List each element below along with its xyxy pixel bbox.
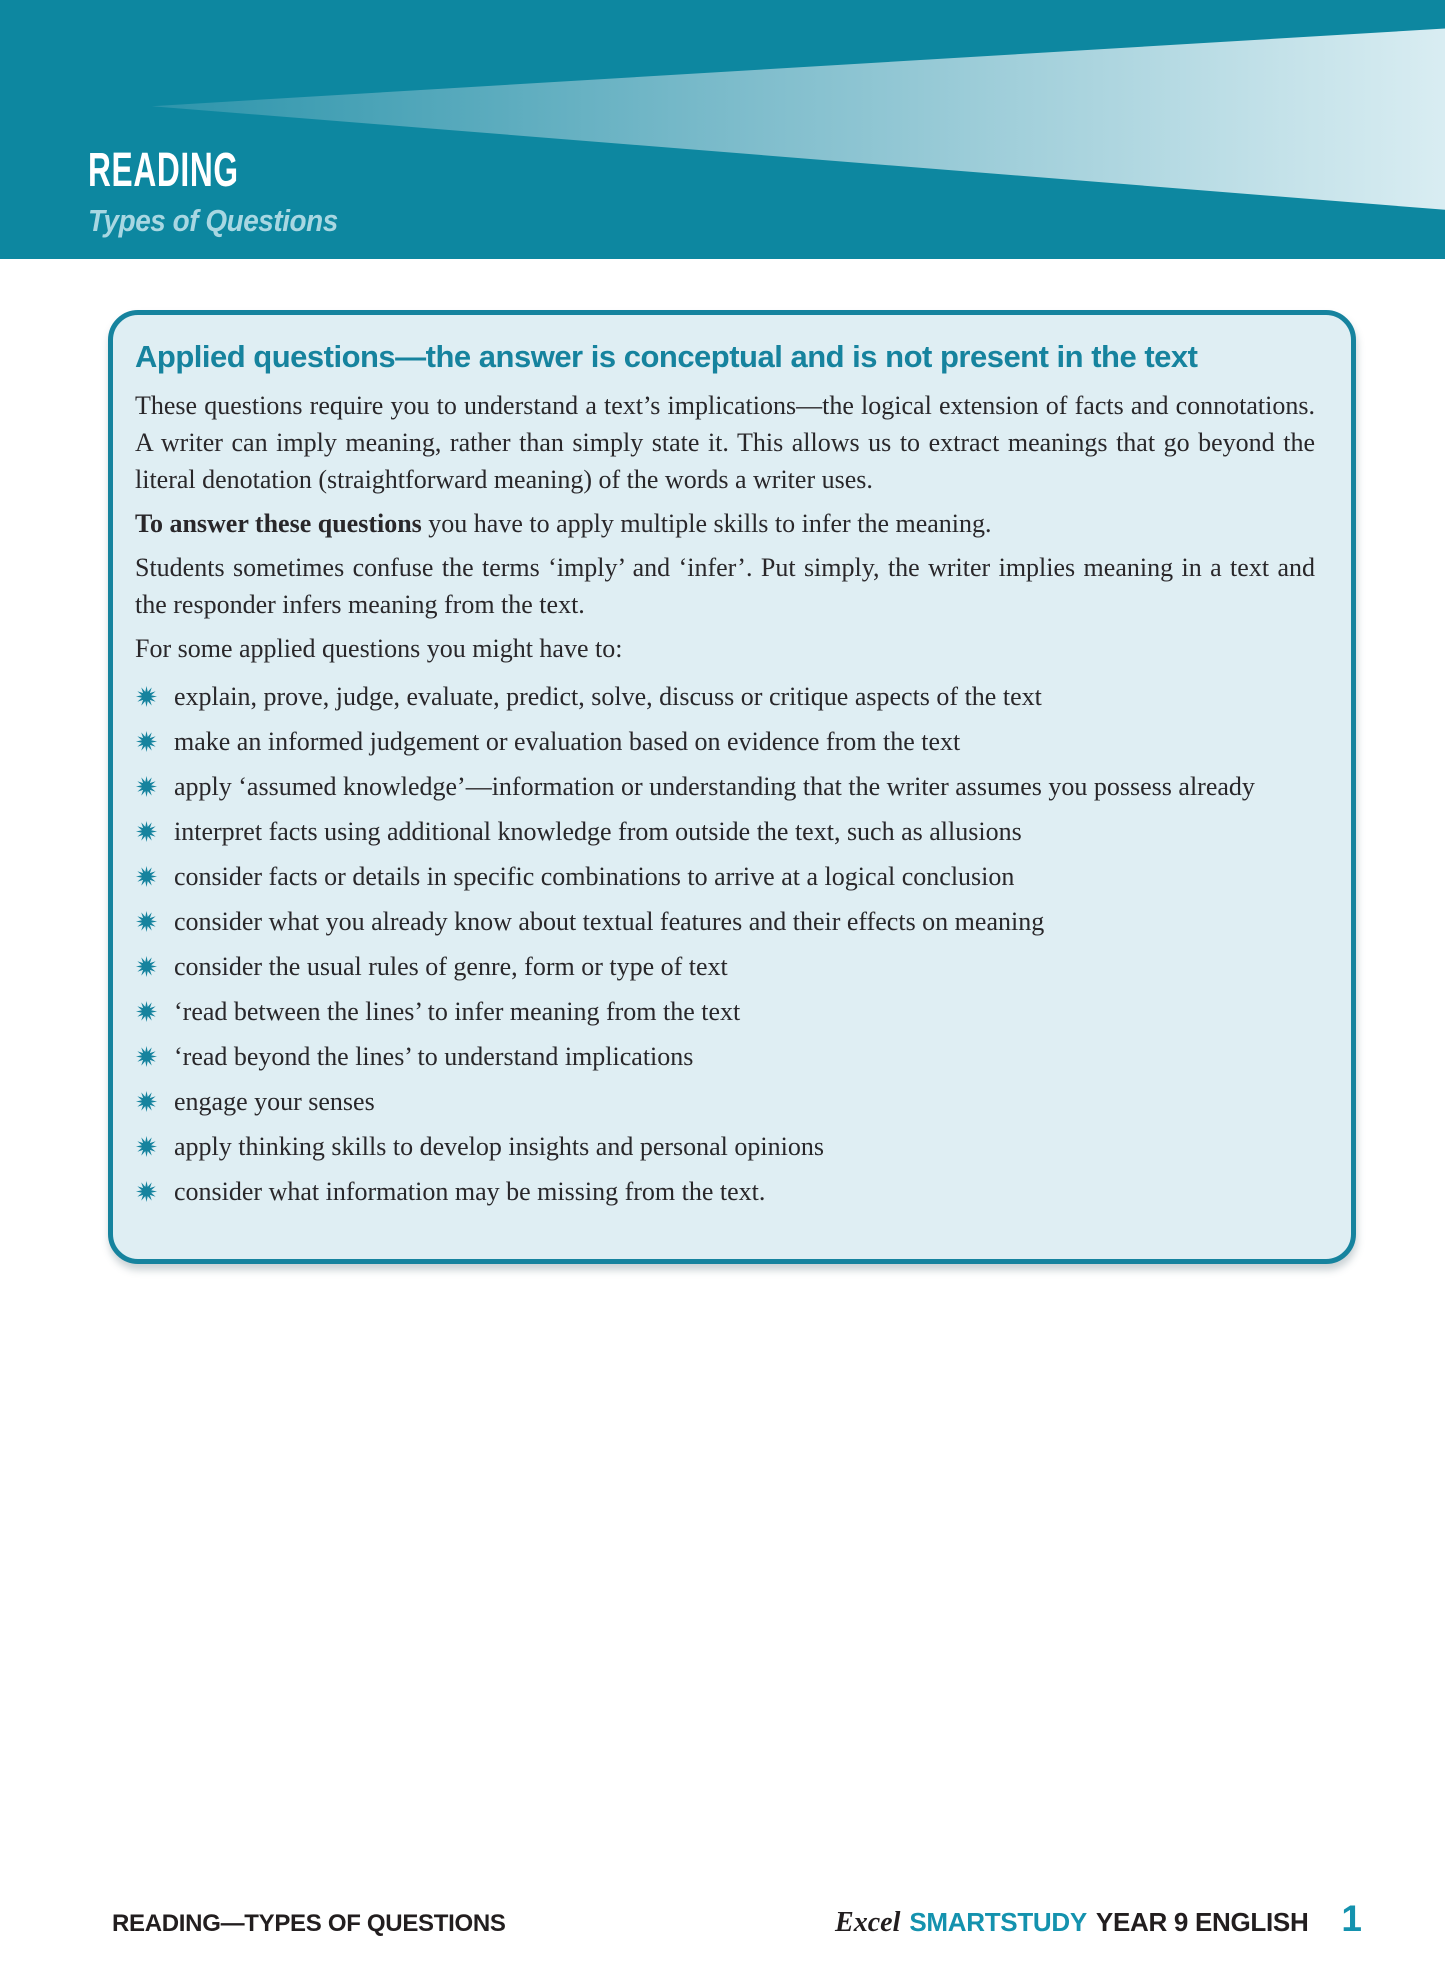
bullet-item [135, 1039, 1315, 1075]
bullet-list [135, 679, 1315, 1210]
bullet-item [135, 1129, 1315, 1165]
bullet-text: consider what information may be missing from the text. [174, 1176, 766, 1206]
star-burst-icon [135, 955, 158, 978]
bullet-text: explain, prove, judge, evaluate, predict, solve, discuss or critique aspects of the text [174, 681, 1042, 711]
page-header [0, 0, 1445, 259]
paragraph-text: you have to apply multiple skills to infer the meaning. [421, 508, 992, 538]
paragraph-text: Students sometimes confuse the terms ‘imply’ and ‘infer’. Put simply, the writer implies meaning in a text and the responder infers meaning from the text. [135, 552, 1315, 619]
bullet-text: engage your senses [174, 1086, 375, 1116]
bullet-text: consider the usual rules of genre, form or type of text [174, 951, 728, 981]
box-paragraphs [135, 387, 1315, 667]
bullet-item [135, 994, 1315, 1030]
star-burst-icon [135, 1045, 158, 1068]
star-burst-icon [135, 865, 158, 888]
bullet-item [135, 1174, 1315, 1210]
paragraph-bold-lead: To answer these questions [135, 508, 422, 538]
box-paragraph [135, 505, 1315, 542]
bullet-item [135, 724, 1315, 760]
bullet-text: ‘read beyond the lines’ to understand implications [174, 1041, 694, 1071]
brand-smartstudy: SMARTSTUDY [909, 1907, 1087, 1937]
bullet-text: make an informed judgement or evaluation based on evidence from the text [174, 726, 961, 756]
bullet-item [135, 949, 1315, 985]
star-burst-icon [135, 1000, 158, 1023]
page-number: 1 [1341, 1898, 1362, 1939]
paragraph-text: For some applied questions you might have to: [135, 633, 623, 663]
star-burst-icon [135, 910, 158, 933]
bullet-item [135, 1084, 1315, 1120]
bullet-item [135, 769, 1315, 805]
star-burst-icon [135, 775, 158, 798]
star-burst-icon [135, 820, 158, 843]
page-footer [112, 1898, 1362, 1940]
bullet-text: ‘read between the lines’ to infer meaning from the text [174, 996, 741, 1026]
page-title: READING [88, 144, 239, 197]
bullet-item [135, 859, 1315, 895]
star-burst-icon [135, 1180, 158, 1203]
box-paragraph [135, 549, 1315, 623]
bullet-item [135, 679, 1315, 715]
bullet-text: interpret facts using additional knowledge from outside the text, such as allusions [174, 816, 1022, 846]
star-burst-icon [135, 1135, 158, 1158]
bullet-text: consider facts or details in specific combinations to arrive at a logical conclusion [174, 861, 1015, 891]
brand-excel: Excel [835, 1907, 901, 1938]
bullet-text: consider what you already know about textual features and their effects on meaning [174, 906, 1045, 936]
applied-questions-box [108, 310, 1356, 1264]
box-paragraph [135, 387, 1315, 498]
box-heading: Applied questions—the answer is conceptual and is not present in the text [135, 339, 1198, 374]
paragraph-text: These questions require you to understand a text’s implications—the logical extension of facts and connotations. A writer can imply meaning, rather than simply state it. This allows us to extract meanings that go beyond the literal denotation (straightforward meaning) of the words a writer uses. [135, 390, 1315, 494]
footer-section-label: READING—TYPES OF QUESTIONS [112, 1910, 506, 1937]
brand-year-english: YEAR 9 ENGLISH [1095, 1907, 1309, 1937]
bullet-item [135, 904, 1315, 940]
star-burst-icon [135, 1090, 158, 1113]
bullet-text: apply ‘assumed knowledge’—information or understanding that the writer assumes you possess already [174, 771, 1255, 801]
footer-brand [835, 1898, 1362, 1940]
star-burst-icon [135, 685, 158, 708]
bullet-item [135, 814, 1315, 850]
star-burst-icon [135, 730, 158, 753]
page-subtitle: Types of Questions [88, 203, 338, 238]
box-paragraph [135, 630, 1315, 667]
bullet-text: apply thinking skills to develop insights and personal opinions [174, 1131, 824, 1161]
